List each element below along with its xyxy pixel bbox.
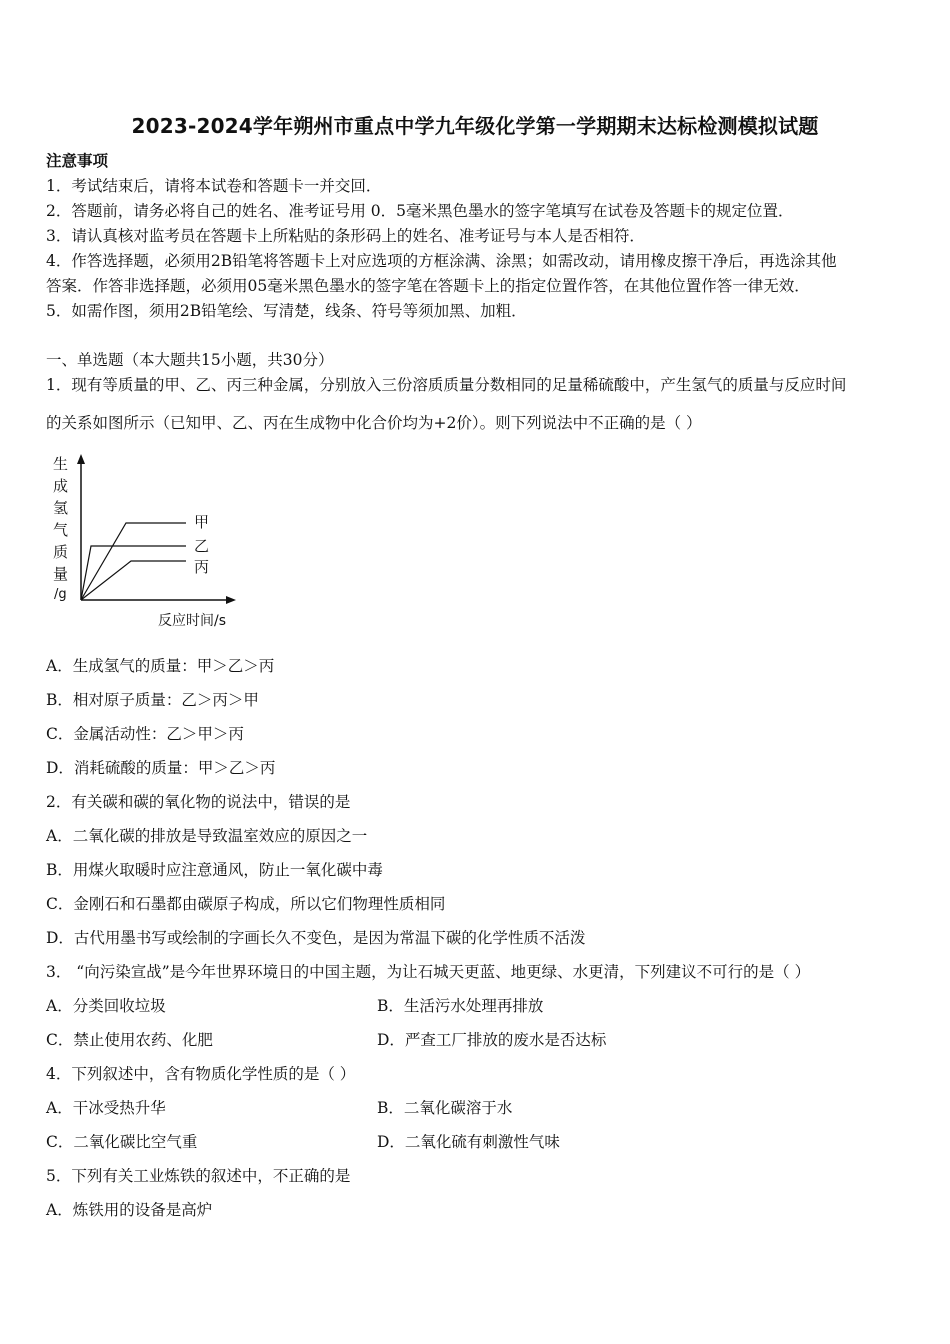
notice-item: 答案．作答非选择题，必须用05毫米黑色墨水的签字笔在答题卡上的指定位置作答，在其他位置作答一律无效． [46,277,810,295]
notice-item: 3．请认真核对监考员在答题卡上所粘贴的条形码上的姓名、准考证号与本人是否相符． [46,227,645,245]
option: D．消耗硫酸的质量：甲＞乙＞丙 [46,759,276,777]
option: A．分类回收垃圾 [46,997,166,1015]
y-axis-arrow [77,454,85,464]
option: A．生成氢气的质量：甲＞乙＞丙 [46,657,275,675]
y-label-char: 成 [53,477,69,495]
option: C．二氧化碳比空气重 [46,1133,198,1151]
y-label-char: 氢 [53,499,69,517]
notice-heading: 注意事项 [46,151,109,170]
series-line-bing [81,561,186,600]
section-heading: 一、单选题（本大题共15小题，共30分） [46,351,334,369]
y-axis-label [53,455,68,602]
notice-item: 5．如需作图，须用2B铅笔绘、写清楚，线条、符号等须加黑、加粗． [46,302,527,320]
q1-graph [46,450,256,635]
q1-stem: 的关系如图所示（已知甲、乙、丙在生成物中化合价均为+2价）。则下列说法中不正确的是（ ） [46,414,702,432]
option: C．禁止使用农药、化肥 [46,1031,213,1049]
series-label: 乙 [194,537,210,555]
page-title: 2023-2024学年朔州市重点中学九年级化学第一学期期末达标检测模拟试题 [131,114,819,138]
notice-item: 4．作答选择题，必须用2B铅笔将答题卡上对应选项的方框涂满、涂黑；如需改动，请用橡皮擦干净后，再选涂其他 [46,252,837,270]
series-label: 甲 [194,513,210,531]
y-unit: /g [54,587,67,602]
series-label: 丙 [194,558,210,576]
q4-stem: 4．下列叙述中，含有物质化学性质的是（ ） [46,1065,356,1083]
option: D．二氧化硫有刺激性气味 [377,1133,560,1151]
option: D．古代用墨书写或绘制的字画长久不变色，是因为常温下碳的化学性质不活泼 [46,929,586,947]
option: B．二氧化碳溶于水 [377,1099,513,1117]
y-label-char: 质 [53,543,69,561]
y-label-char: 气 [53,521,69,539]
hydrogen-time-graph [46,450,256,635]
y-label-char: 量 [53,565,69,583]
option: A．炼铁用的设备是高炉 [46,1201,213,1219]
q3-stem: 3． “向污染宣战”是今年世界环境日的中国主题，为让石城天更蓝、地更绿、水更清，下列建议不可行的是（ ） [46,963,811,981]
option: B．用煤火取暖时应注意通风，防止一氧化碳中毒 [46,861,383,879]
q5-stem: 5．下列有关工业炼铁的叙述中，不正确的是 [46,1167,351,1185]
notice-item: 1．考试结束后，请将本试卷和答题卡一并交回． [46,177,382,195]
y-label-char: 生 [53,455,69,473]
option: B．生活污水处理再排放 [377,997,544,1015]
q1-stem: 1．现有等质量的甲、乙、丙三种金属，分别放入三份溶质质量分数相同的足量稀硫酸中，产生氢气的质量与反应时间 [46,376,847,394]
option: A．干冰受热升华 [46,1099,166,1117]
q2-stem: 2．有关碳和碳的氧化物的说法中，错误的是 [46,793,351,811]
notice-item: 2．答题前，请务必将自己的姓名、准考证号用 0．5毫米黑色墨水的签字笔填写在试卷及答题卡的规定位置． [46,202,794,220]
option: A．二氧化碳的排放是导致温室效应的原因之一 [46,827,368,845]
option: D．严查工厂排放的废水是否达标 [377,1031,607,1049]
option: C．金刚石和石墨都由碳原子构成，所以它们物理性质相同 [46,895,446,913]
x-axis-arrow [226,596,236,604]
option: B．相对原子质量：乙＞丙＞甲 [46,691,259,709]
x-axis-label: 反应时间/s [158,613,227,629]
option: C．金属活动性：乙＞甲＞丙 [46,725,244,743]
